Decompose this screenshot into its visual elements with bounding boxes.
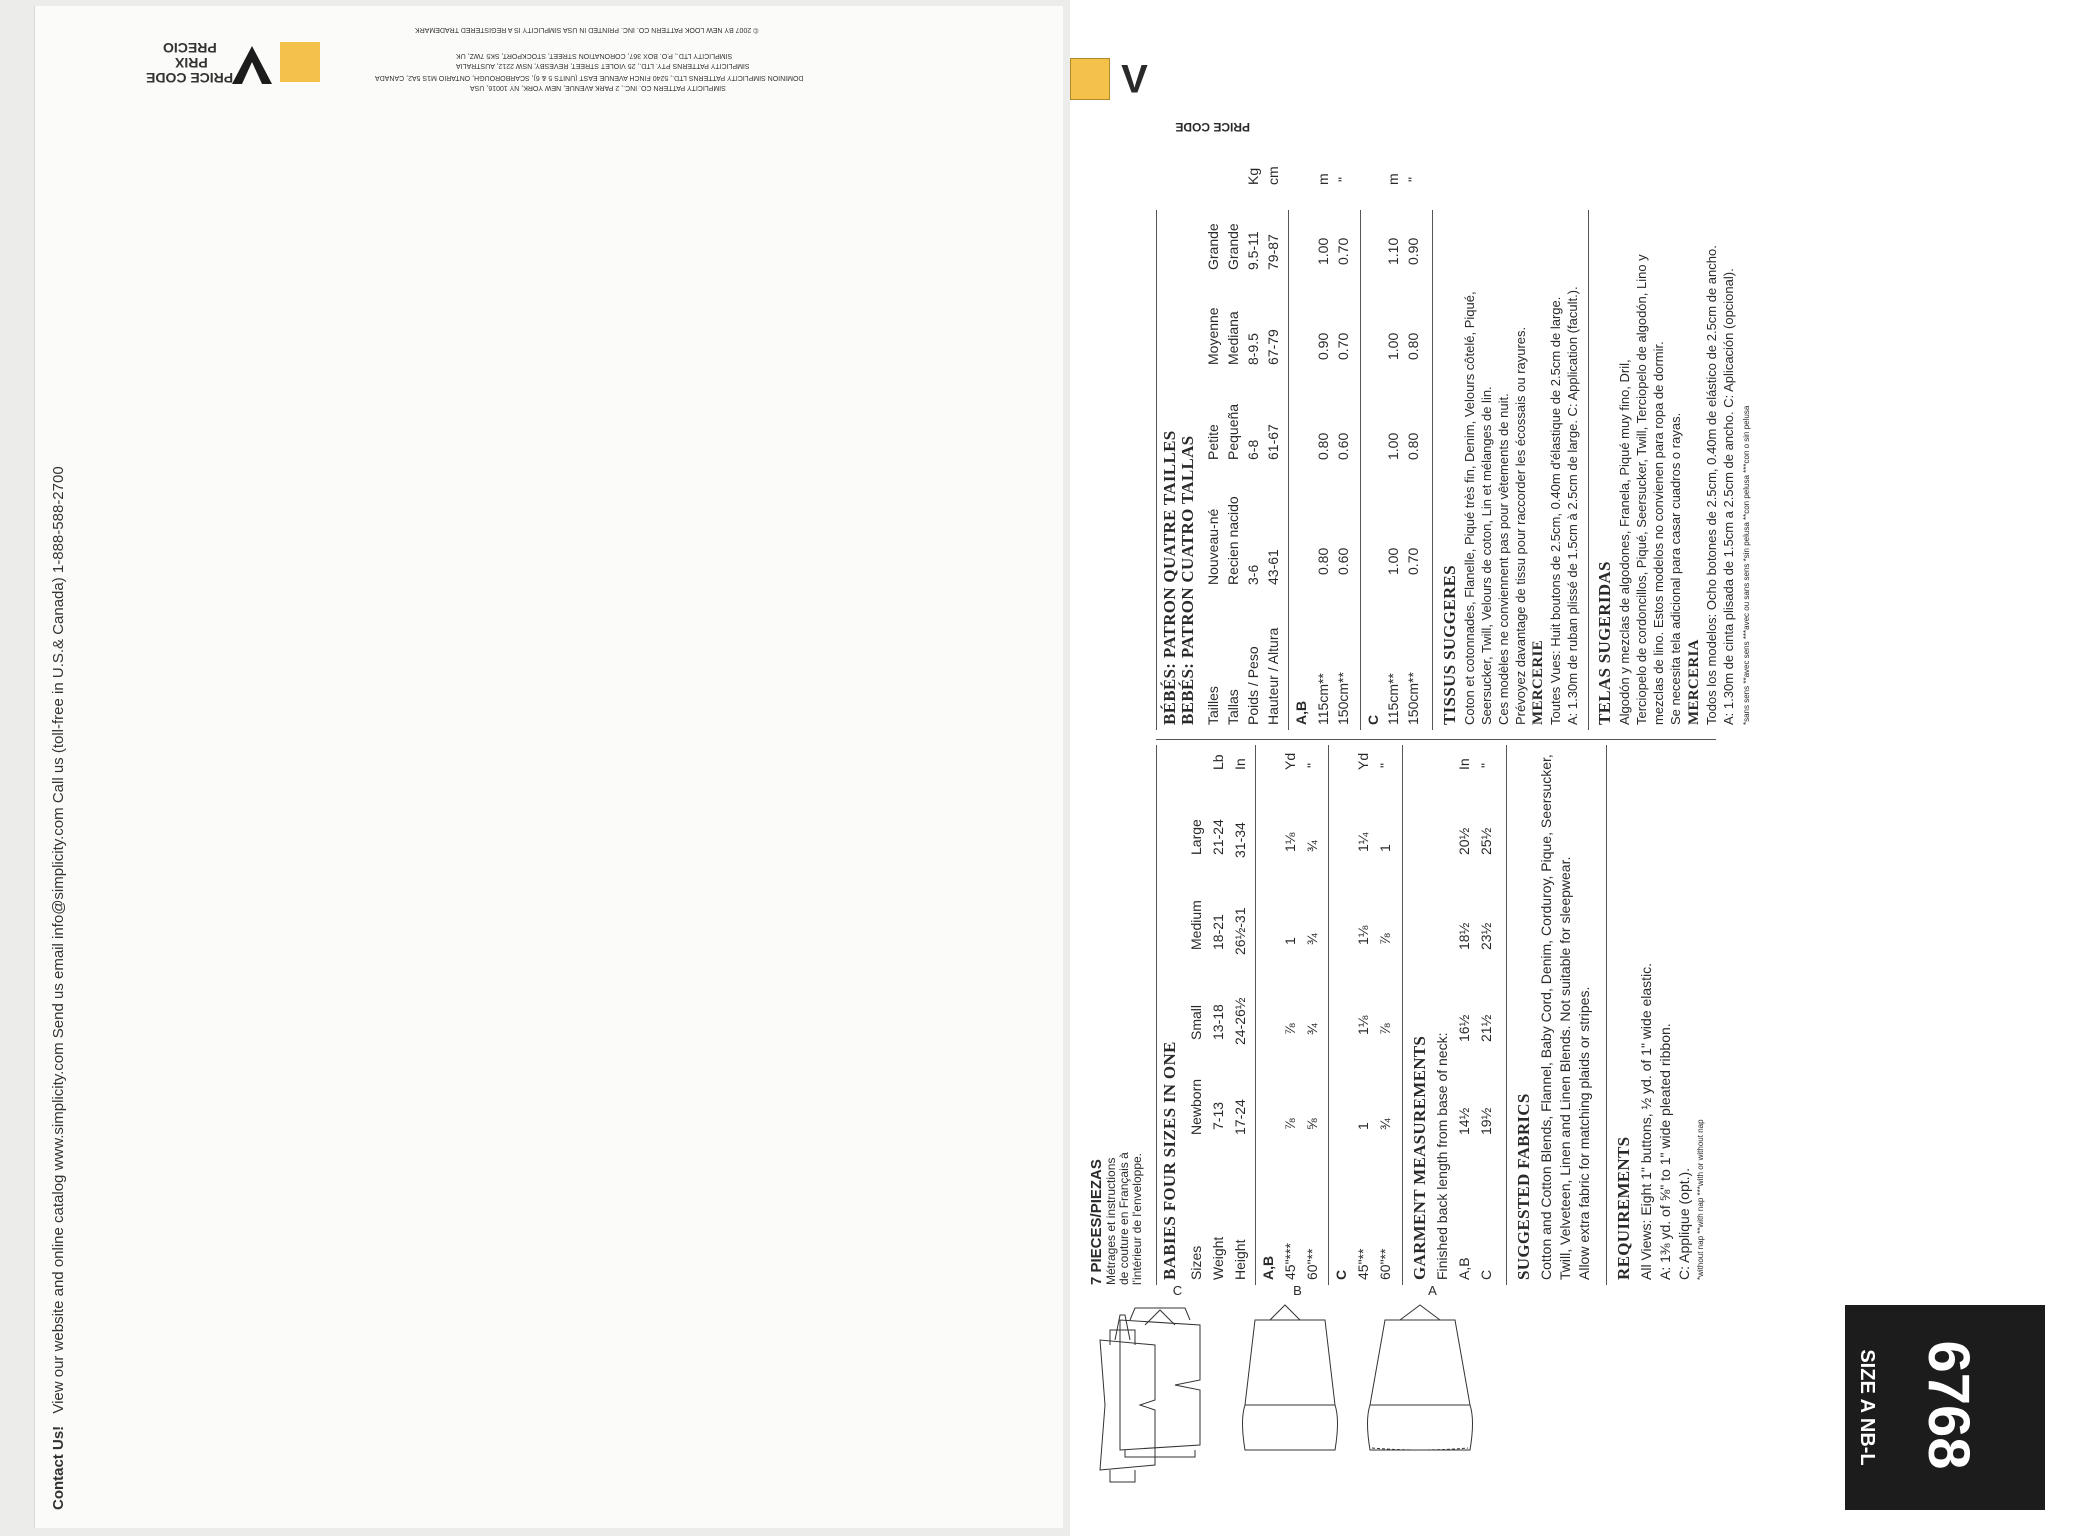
rule (1432, 210, 1433, 730)
price-code-swatch-2 (280, 42, 320, 82)
fs-cell: Recien nacido (1225, 496, 1241, 585)
unit-cell: In (1456, 758, 1472, 770)
yardage-cell: 1 (1377, 844, 1393, 852)
fs-cell: Moyenne (1205, 307, 1221, 365)
tissus-line: Seersucker, Twill, Velours de coton, Lin et mélanges de lin. (1479, 386, 1494, 725)
measure-cell: 21½ (1478, 1014, 1494, 1042)
telas-line: Se necesita tela adicional para casar cuadros o rayas. (1668, 412, 1683, 725)
address-line: SIMPLICITY PATTERNS PTY. LTD., 25 VIOLET STREET, REVESBY, NSW 2212, AUSTRALIA (456, 62, 750, 69)
size-cell: 13-18 (1210, 1004, 1226, 1040)
yardage-cell: ⅞ (1282, 1023, 1298, 1035)
requirements-line: A: 1⅜ yd. of ⅝" to 1" wide pleated ribbon. (1657, 1023, 1673, 1280)
spanish-heading: BEBÉS: PATRON CUATRO TALLAS (1178, 435, 1197, 725)
size-label: SIZE A NB-L (1856, 1349, 1878, 1466)
rule (1288, 210, 1289, 730)
mercerie-line: A: 1.30m de ruban plissé de 1.5cm à 2.5cm de large. C: Application (facult.). (1565, 286, 1580, 725)
envelope-content (1060, 20, 2080, 1520)
fabric-width: 60"** (1377, 1248, 1393, 1280)
pieces-note-3: l'intérieur de l'enveloppe. (1130, 1153, 1144, 1285)
telas-line: Terciopelo de cordoncillos, Piqué, Seersucker, Twill, Terciopelo de algodón, Lino y (1634, 254, 1649, 725)
merceria-heading: MERCERIA (1686, 639, 1702, 725)
unit-cell: " (1405, 177, 1421, 182)
garment-row-label: A,B (1456, 1257, 1472, 1280)
fabrics-line: Twill, Velveteen, Linen and Linen Blends. Not suitable for sleepwear. (1557, 856, 1573, 1280)
fs-view-c-label: C (1365, 714, 1381, 725)
yardage-cell: ¾ (1304, 840, 1320, 852)
fabrics-line: Allow extra fabric for matching plaids or stripes. (1576, 986, 1592, 1280)
merceria-line: A: 1.30m de cinta plisada de 1.5cm a 2.5cm de ancho. C: Aplicación (opcional). (1721, 268, 1736, 725)
meterage-cell: 1.10 (1385, 237, 1401, 265)
fs-footnote: *sans sens **avec sens ***avec ou sans sens *sin pelusa **con pelusa ***con o sin pelusa (1742, 405, 1751, 725)
fs-cell: 6-8 (1245, 439, 1261, 460)
meterage-cell: 1.00 (1315, 237, 1331, 265)
measure-cell: 19½ (1478, 1107, 1494, 1135)
contact-us-label: Contact Us! (50, 1425, 67, 1510)
yardage-cell: ¾ (1304, 1023, 1320, 1035)
meterage-cell: 1.00 (1385, 432, 1401, 460)
view-c-label: C (1333, 1269, 1349, 1280)
fabric-width: 150cm** (1405, 672, 1421, 725)
unit-cell: Yd (1282, 752, 1298, 770)
meterage-cell: 0.70 (1335, 237, 1351, 265)
fs-cell: 61-67 (1265, 424, 1281, 460)
fabrics-heading: SUGGESTED FABRICS (1514, 1093, 1533, 1280)
pattern-number: 6768 (1916, 1340, 1981, 1470)
french-heading: BÉBÉS: PATRON QUATRE TAILLES (1160, 430, 1179, 725)
unit-cell: m (1315, 173, 1331, 185)
tissus-line: Prévoyez davantage de tissu pour raccorder les écossais ou rayures. (1513, 326, 1528, 725)
fabric-width: 45"** (1355, 1248, 1371, 1280)
unit-cell: Lb (1210, 754, 1226, 770)
contact-strip (50, 466, 67, 1510)
address-line: SIMPLICITY PATTERN CO. INC., 2 PARK AVENUE, NEW YORK, NY 10016, USA (470, 84, 726, 91)
yardage-cell: ⅞ (1377, 933, 1393, 945)
meterage-cell: 0.70 (1335, 332, 1351, 360)
copyright-line: © 2007 BY NEW LOOK PATTERN CO. INC. PRINTED IN USA SIMPLICITY IS A REGISTERED TRADEMARK (415, 26, 759, 33)
unit-cell: In (1232, 758, 1248, 770)
requirements-line: All Views: Eight 1" buttons, ½ yd. of 1" wide elastic. (1638, 962, 1654, 1280)
size-cell: 21-24 (1210, 819, 1226, 855)
fs-cell: 8-9.5 (1245, 333, 1261, 365)
height-row-label: Height (1232, 1239, 1248, 1280)
fabric-width: 150cm** (1335, 672, 1351, 725)
size-cell: 17-24 (1232, 1099, 1248, 1135)
address-line: DOMINION SIMPLICITY PATTERNS LTD., 5240 FINCH AVENUE EAST (UNITS 5 & 6), SCARBOROUGH, ONTARIO M1S 5A2, CANADA (375, 74, 804, 81)
fs-cell: Petite (1205, 424, 1221, 460)
fs-cell: 67-79 (1265, 329, 1281, 365)
merceria-line: Todos los modelos: Ocho botones de 2.5cm, 0.40m de elástico de 2.5cm de ancho. (1704, 245, 1719, 725)
meterage-cell: 0.80 (1405, 332, 1421, 360)
envelope-paper (34, 6, 1063, 1528)
view-sketch-a (1360, 1300, 1480, 1460)
yardage-cell: 1⅛ (1282, 832, 1298, 852)
meterage-cell: 0.60 (1335, 547, 1351, 575)
fabric-width: 115cm** (1385, 673, 1401, 725)
tissus-line: Coton et cotonnades, Flanelle, Piqué très fin, Denim, Velours côtelé, Piqué, (1462, 291, 1477, 725)
yardage-cell: ⅞ (1282, 1118, 1298, 1130)
unit-cell: " (1304, 763, 1320, 768)
yardage-cell: 1 (1355, 1122, 1371, 1130)
rule (1606, 745, 1607, 1285)
rule (1588, 210, 1589, 730)
fs-cell: Grande (1225, 223, 1241, 270)
rule (1156, 210, 1157, 730)
meterage-cell: 0.60 (1335, 432, 1351, 460)
yardage-cell: 1 (1282, 937, 1298, 945)
unit-cell: m (1385, 173, 1401, 185)
measure-cell: 16½ (1456, 1014, 1472, 1042)
price-code-letter: V (1121, 57, 1148, 102)
size-cell: Small (1188, 1004, 1204, 1040)
meterage-cell: 1.00 (1385, 332, 1401, 360)
contact-info: View our website and online catalog www.simplicity.com Send us email info@simplicity.com Call us (toll-free in U.S.& Canada) 1-888-588-2700 (50, 466, 67, 1414)
view-c-letter: C (1172, 1282, 1183, 1298)
unit-cell: cm (1265, 166, 1281, 185)
tissus-heading: TISSUS SUGGERES (1440, 565, 1459, 725)
pieces-count: 7 PIECES/PIEZAS (1088, 1159, 1105, 1285)
fs-cell: Pequeña (1225, 403, 1241, 460)
size-row-label: Sizes (1188, 1245, 1204, 1280)
view-sketch-c (1105, 1300, 1215, 1460)
measure-cell: 18½ (1456, 922, 1472, 950)
pieces-note-1: Métrages et instructions (1104, 1157, 1118, 1285)
price-code-label-1: PRICE CODE (1175, 120, 1250, 134)
fs-row-label: Poids / Peso (1245, 646, 1261, 725)
garment-heading: GARMENT MEASUREMENTS (1410, 1035, 1429, 1280)
garment-row-label: C (1478, 1269, 1494, 1280)
meterage-cell: 0.80 (1315, 432, 1331, 460)
price-code-swatch (1070, 58, 1110, 100)
unit-cell: Yd (1355, 752, 1371, 770)
tissus-line: Ces modèles ne conviennent pas pour vêtements de nuit. (1496, 393, 1511, 725)
yardage-cell: ⅞ (1377, 1023, 1393, 1035)
pieces-note-2: de couture en Français à (1117, 1152, 1131, 1285)
column-divider (1156, 739, 1716, 740)
rule (1328, 745, 1329, 1285)
size-cell: 7-13 (1210, 1101, 1226, 1130)
size-cell: 18-21 (1210, 914, 1226, 950)
yardage-cell: ⅝ (1304, 1118, 1320, 1130)
requirements-line: C: Applique (opt.). (1676, 1167, 1692, 1280)
meterage-cell: 0.80 (1405, 432, 1421, 460)
mercerie-heading: MERCERIE (1530, 640, 1546, 725)
view-b-letter: B (1293, 1283, 1302, 1299)
fs-cell: 3-6 (1245, 564, 1261, 585)
meterage-cell: 0.90 (1405, 237, 1421, 265)
rule (1402, 745, 1403, 1285)
unit-cell: " (1478, 763, 1494, 768)
weight-row-label: Weight (1210, 1236, 1226, 1280)
measure-cell: 23½ (1478, 922, 1494, 950)
meterage-cell: 0.80 (1315, 547, 1331, 575)
mercerie-line: Toutes Vues: Huit boutons de 2.5cm, 0.40m d'élastique de 2.5cm de large. (1548, 296, 1563, 725)
view-ab-label: A,B (1260, 1255, 1276, 1280)
size-cell: 31-34 (1232, 822, 1248, 858)
fs-row-label: Hauteur / Altura (1265, 627, 1281, 725)
address-line: SIMPLICITY LTD., P.O. BOX 367, CORONATION STREET, STOCKPORT, SK5 7WZ, UK (456, 52, 733, 59)
size-cell: Newborn (1188, 1078, 1204, 1135)
fs-cell: 9.5-11 (1245, 231, 1261, 270)
rule (1156, 745, 1157, 1285)
rule (1360, 210, 1361, 730)
fabric-width: 45"*** (1282, 1243, 1298, 1280)
price-code-v (228, 40, 276, 88)
yardage-cell: ¾ (1304, 933, 1320, 945)
fabric-width: 60"** (1304, 1248, 1320, 1280)
size-cell: 24-26½ (1232, 997, 1248, 1045)
size-cell: 26½-31 (1232, 907, 1248, 955)
fabric-width: 115cm** (1315, 673, 1331, 725)
fs-cell: 43-61 (1265, 549, 1281, 585)
meterage-cell: 0.70 (1405, 547, 1421, 575)
unit-cell: " (1377, 763, 1393, 768)
price-code-text-3: PRECIO (163, 40, 217, 56)
yardage-cell: 1⅛ (1355, 1015, 1371, 1035)
requirements-heading: REQUIREMENTS (1614, 1136, 1633, 1280)
unit-cell: Kg (1245, 167, 1261, 185)
unit-cell: " (1335, 177, 1351, 182)
view-sketch-b (1235, 1300, 1345, 1460)
telas-heading: TELAS SUGERIDAS (1595, 561, 1614, 725)
measure-cell: 14½ (1456, 1107, 1472, 1135)
price-code-text-2: PRIX (175, 55, 208, 71)
telas-line: Algodón y mezclas de algodones, Franela, Piqué muy fino, Dril, (1617, 359, 1632, 725)
meterage-cell: 0.90 (1315, 332, 1331, 360)
fs-cell: 79-87 (1265, 234, 1281, 270)
rule (1255, 745, 1256, 1285)
telas-line: mezclas de lino. Estos modelos no convienen para ropa de dormir. (1651, 341, 1666, 725)
measure-cell: 25½ (1478, 827, 1494, 855)
fs-cell: Mediana (1225, 311, 1241, 365)
garment-subheading: Finished back length from base of neck: (1434, 1032, 1450, 1280)
fs-row-label: Tailles (1205, 686, 1221, 725)
price-code-label (1160, 120, 1250, 134)
yardage-cell: 1¼ (1355, 832, 1371, 852)
view-a-letter: A (1428, 1283, 1437, 1299)
rule (1506, 745, 1507, 1285)
meterage-cell: 1.00 (1385, 547, 1401, 575)
size-cell: Medium (1188, 900, 1204, 950)
english-heading: BABIES FOUR SIZES IN ONE (1160, 1041, 1179, 1280)
yardage-cell: 1⅛ (1355, 925, 1371, 945)
fs-row-label: Tallas (1225, 689, 1241, 725)
measure-cell: 20½ (1456, 827, 1472, 855)
fabrics-line: Cotton and Cotton Blends, Flannel, Baby Cord, Denim, Corduroy, Pique, Seersucker, (1538, 754, 1554, 1280)
english-footnote: *without nap **with nap ***with or without nap (1696, 1119, 1705, 1280)
yardage-cell: ¾ (1377, 1118, 1393, 1130)
price-code-text-1: PRICE CODE (146, 70, 234, 86)
fs-view-ab-label: A,B (1293, 700, 1309, 725)
size-cell: Large (1188, 819, 1204, 855)
fs-cell: Grande (1205, 223, 1221, 270)
fs-cell: Nouveau-né (1205, 508, 1221, 585)
